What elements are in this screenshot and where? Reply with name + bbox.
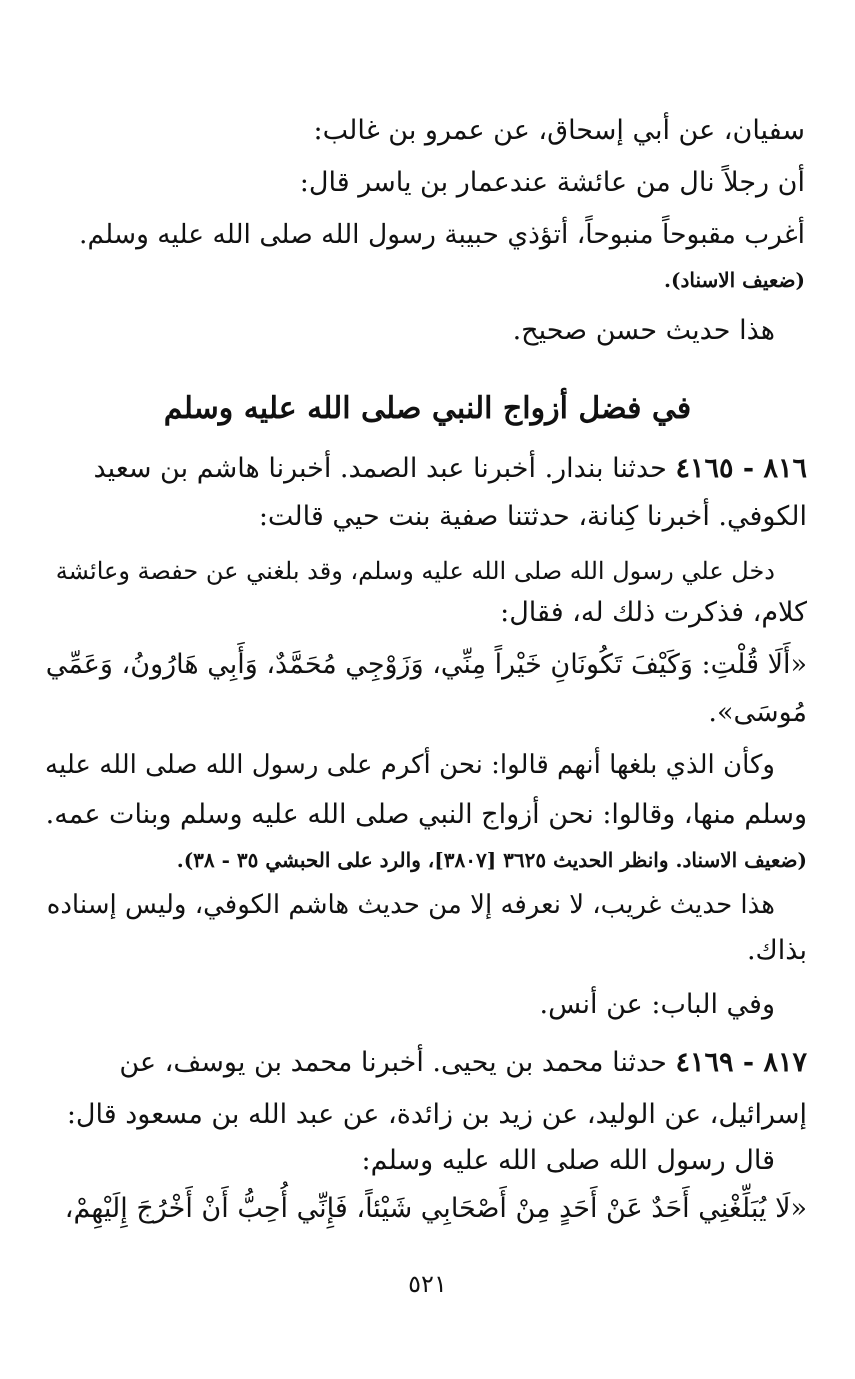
isnad-text: حدثنا بندار. أخبرنا عبد الصمد. أخبرنا هاشم بن سعيد xyxy=(93,453,667,484)
hadith-816-grade-note: (ضعيف الاسناد. وانظر الحديث ٣٦٢٥ [٣٨٠٧]، والرد على الحبشي ٣٥ - ٣٨). xyxy=(176,848,807,872)
hadith-text-line: أغرب مقبوحاً منبوحاً، أتؤذي حبيبة رسول الله صلى الله عليه وسلم. xyxy=(79,219,805,250)
hadith-text-line: أن رجلاً نال من عائشة عندعمار بن ياسر قال: xyxy=(299,167,805,198)
hadith-817-isnad-line2: إسرائيل، عن الوليد، عن زيد بن زائدة، عن عبد الله بن مسعود قال: xyxy=(66,1099,807,1130)
hadith-816-bab-line: وفي الباب: عن أنس. xyxy=(539,989,775,1020)
hadith-816-quote-line1: «أَلَا قُلْتِ: وَكَيْفَ تَكُونَانِ خَيْراً مِنِّي، وَزَوْجِي مُحَمَّدٌ، وَأَبِي هَارُونُ، وَعَمِّي xyxy=(45,649,807,680)
isnad-text: حدثنا محمد بن يحيى. أخبرنا محمد بن يوسف، عن xyxy=(119,1047,667,1078)
hadith-816-isnad-line1 xyxy=(47,452,807,486)
page-number: ٥٢١ xyxy=(408,1270,447,1298)
hadith-number: ٨١٦ - ٤١٦٥ xyxy=(675,453,807,484)
hadith-816-text-line2: كلام، فذكرت ذلك له، فقال: xyxy=(500,597,807,628)
hadith-816-context-line1: وكأن الذي بلغها أنهم قالوا: نحن أكرم على رسول الله صلى الله عليه xyxy=(45,750,775,780)
hadith-816-context-line2: وسلم منها، وقالوا: نحن أزواج النبي صلى الله عليه وسلم وبنات عمه. xyxy=(45,799,807,830)
hadith-number: ٨١٧ - ٤١٦٩ xyxy=(675,1047,807,1078)
hadith-816-isnad-line2: الكوفي. أخبرنا كِنانة، حدثتنا صفية بنت حيي قالت: xyxy=(258,501,807,532)
hadith-816-quote-line2: مُوسَى». xyxy=(708,697,807,728)
verdict-line: هذا حديث حسن صحيح. xyxy=(512,315,775,346)
chapter-heading: في فضل أزواج النبي صلى الله عليه وسلم xyxy=(163,391,692,426)
grade-note: (ضعيف الاسناد). xyxy=(664,268,805,292)
hadith-816-verdict-line2: بذاك. xyxy=(746,935,807,966)
hadith-817-text-line1: قال رسول الله صلى الله عليه وسلم: xyxy=(361,1145,775,1176)
hadith-816-text-line1: دخل علي رسول الله صلى الله عليه وسلم، وقد بلغني عن حفصة وعائشة xyxy=(55,557,775,585)
hadith-817-isnad-line1 xyxy=(47,1046,807,1080)
isnad-continuation-line: سفيان، عن أبي إسحاق، عن عمرو بن غالب: xyxy=(313,115,805,146)
hadith-817-quote-line1: «لَا يُبَلِّغْنِي أَحَدٌ عَنْ أَحَدٍ مِنْ أَصْحَابِي شَيْئاً، فَإِنِّي أُحِبُّ أَنْ أَخْرُجَ إِلَيْهِمْ، xyxy=(64,1193,807,1224)
hadith-816-verdict-line1: هذا حديث غريب، لا نعرفه إلا من حديث هاشم الكوفي، وليس إسناده xyxy=(46,890,775,920)
